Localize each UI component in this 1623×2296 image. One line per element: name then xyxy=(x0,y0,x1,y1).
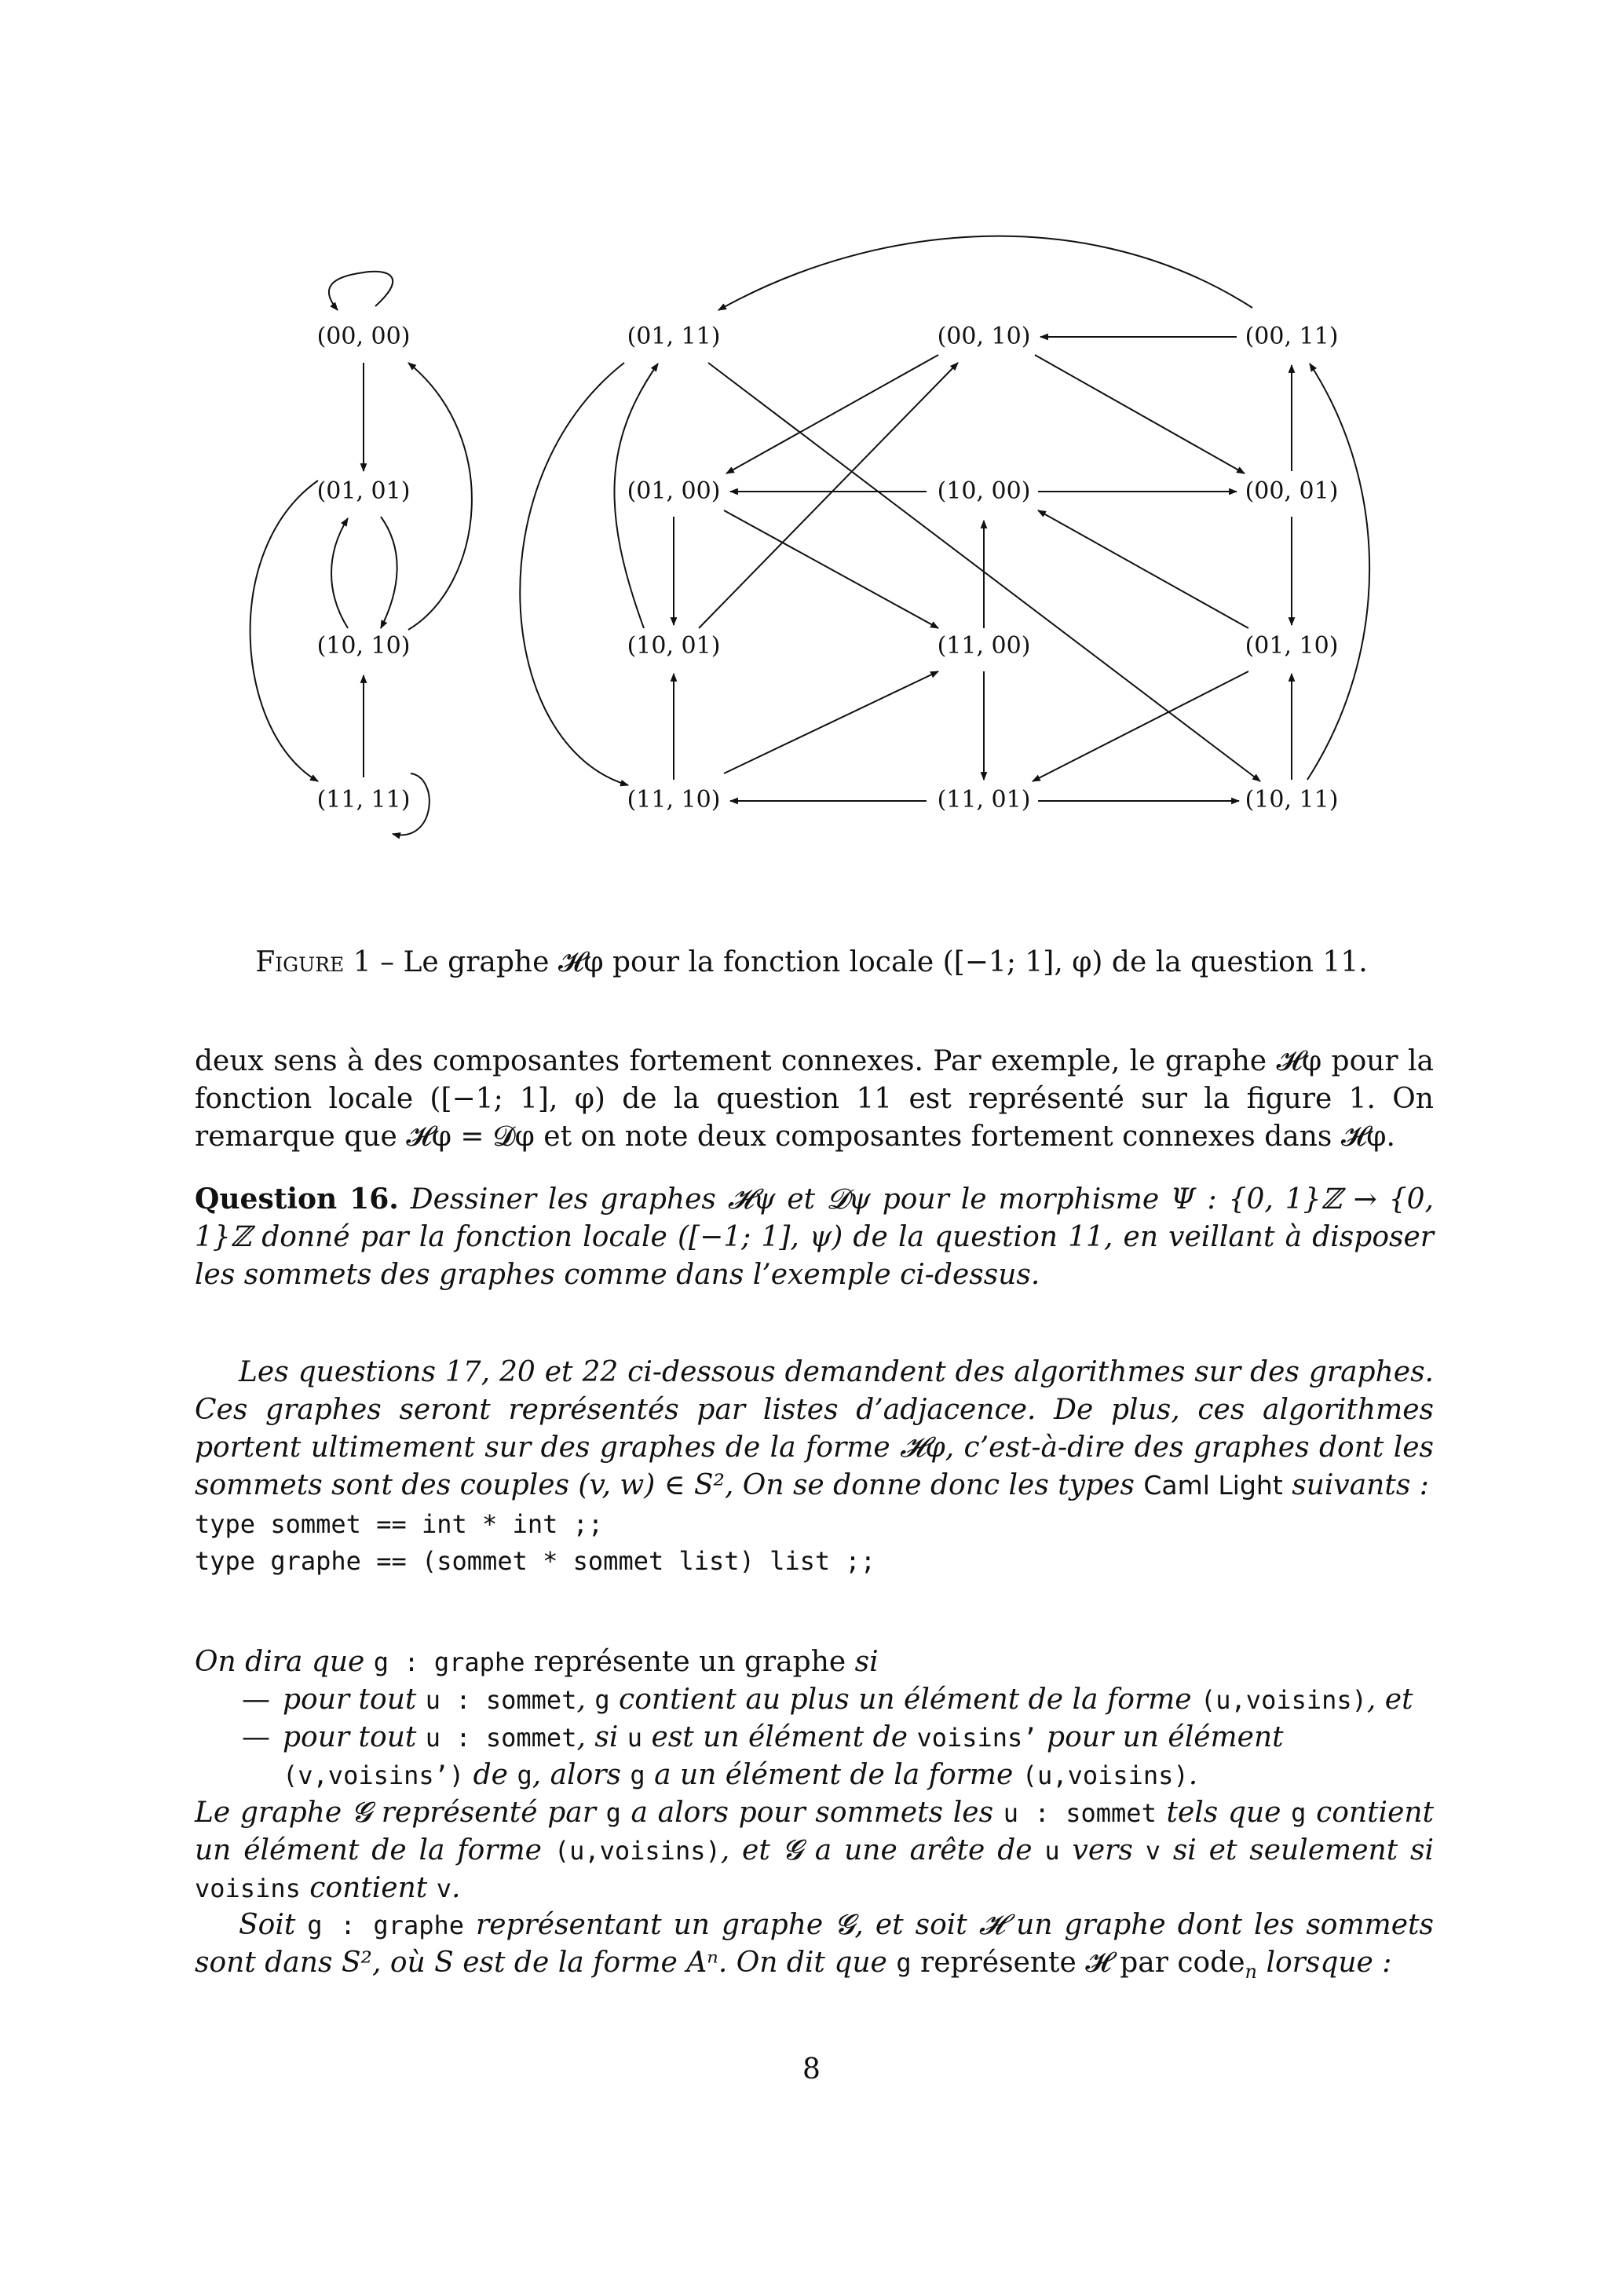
p3-i2-code6: g xyxy=(630,1760,645,1790)
p3-i1-b: , xyxy=(576,1684,595,1716)
paragraph-3 xyxy=(195,1643,1434,1907)
definition-item-2 xyxy=(242,1719,1434,1794)
p3-i1-c: contient au plus un élément de la forme xyxy=(609,1684,1201,1716)
node-b1: (01, 11) xyxy=(627,323,721,350)
paragraph-1-text: deux sens à des composantes fortement connexes. Par exemple, le graphe 𝓗φ pour la fonction locale ([−1; 1], φ) de la question 11 est représenté sur la figure 1. On remarque que 𝓗φ = 𝓓φ et on note deux composantes fortement connexes dans 𝓗φ. xyxy=(195,1045,1434,1153)
p3-l1-c: si xyxy=(854,1646,879,1678)
code-block xyxy=(195,1506,875,1580)
p3-l1-code: g : graphe xyxy=(373,1647,525,1677)
paragraph-2-lang: Caml Light xyxy=(1143,1470,1283,1501)
node-d3: (01, 10) xyxy=(1245,632,1339,660)
p3-l4-h: contient xyxy=(300,1872,437,1904)
p3-l4-code3: g xyxy=(1291,1798,1307,1828)
edge-c1-b2 xyxy=(726,355,938,473)
p4-d: lorsque : xyxy=(1257,1947,1392,1979)
p3-l4-code4: (u,voisins) xyxy=(554,1836,721,1866)
p3-l4-a: Le graphe 𝓖 représenté par xyxy=(195,1797,606,1829)
page-number: 8 xyxy=(802,2053,821,2086)
p3-l4-code8: v xyxy=(436,1874,451,1903)
edge-a2-a4 xyxy=(250,481,318,781)
p3-l4-code1: g xyxy=(605,1798,621,1828)
p4-a: Soit xyxy=(239,1909,308,1941)
p3-l4-e: , et 𝓖 a une arête de xyxy=(720,1834,1045,1866)
edge-a1-loop xyxy=(329,272,393,310)
paragraph-4 xyxy=(195,1907,1434,1991)
paragraph-2-text: Les questions 17, 20 et 22 ci-dessous demandent des algorithmes sur des graphes. Ces graphes seront représentés par listes d’adjacence. De plus, ces algorithmes portent ultimement sur des graphes de la forme 𝓗φ, c’est-à-dire des graphes dont les sommets sont des couples (v, w) ∈ S², On se donne donc les types xyxy=(195,1356,1434,1501)
p3-l4-code6: v xyxy=(1145,1836,1161,1866)
p3-l1-a: On dira que xyxy=(195,1646,374,1678)
p3-l1-b: représente un graphe xyxy=(525,1646,855,1678)
node-d1: (00, 11) xyxy=(1245,323,1339,350)
node-b4: (11, 10) xyxy=(627,786,721,813)
edge-d1-b1 xyxy=(718,236,1252,310)
edge-b3-c1 xyxy=(699,363,958,628)
question-16 xyxy=(195,1180,1434,1294)
node-d4: (10, 11) xyxy=(1245,786,1339,813)
p3-l4-code5: u xyxy=(1044,1836,1060,1866)
node-a4: (11, 11) xyxy=(316,786,411,813)
p3-i1-code2: g xyxy=(594,1685,610,1715)
node-b2: (01, 00) xyxy=(627,477,721,505)
node-c4: (11, 01) xyxy=(937,786,1031,813)
p3-i2-d: pour un élément xyxy=(1037,1721,1284,1753)
node-a2: (01, 01) xyxy=(316,477,411,505)
node-a3: (10, 10) xyxy=(316,632,411,660)
p3-i1-code3: (u,voisins) xyxy=(1201,1685,1367,1715)
definition-item-1 xyxy=(242,1681,1434,1719)
node-c2: (10, 00) xyxy=(937,477,1031,505)
node-a1: (00, 00) xyxy=(316,323,411,350)
p3-i2-code1: u : sommet xyxy=(425,1723,577,1753)
p3-l4-i: . xyxy=(451,1872,461,1904)
edge-d4-d1 xyxy=(1307,364,1369,780)
p4-b: représentant un graphe 𝓖, et soit 𝓗 un graphe dont les sommets sont dans S², où S est de la forme Aⁿ. On dit que xyxy=(195,1909,1434,1979)
figure-caption xyxy=(0,946,1623,979)
p3-i2-code2: u xyxy=(627,1723,643,1753)
node-c1: (00, 10) xyxy=(937,323,1031,350)
edge-d3-c4 xyxy=(1033,671,1248,781)
p3-l4-g: si et seulement si xyxy=(1160,1834,1434,1866)
figure-caption-text: – Le graphe 𝓗φ pour la fonction locale ([−1; 1], φ) de la question 11. xyxy=(371,946,1368,978)
node-d2: (00, 01) xyxy=(1245,477,1339,505)
p4-c: représente 𝓗 par code xyxy=(911,1947,1245,1979)
node-c3: (11, 00) xyxy=(937,632,1031,660)
paragraph-2 xyxy=(195,1354,1434,1504)
edge-a3-a1 xyxy=(408,363,472,630)
figure-graph xyxy=(0,0,1623,879)
p3-i2-code4: (v,voisins’) xyxy=(283,1760,465,1790)
edge-a2-a3 xyxy=(381,517,397,628)
edge-b4-c3 xyxy=(724,671,938,773)
edge-c1-d2 xyxy=(1035,355,1245,473)
p3-i2-code5: g xyxy=(517,1760,532,1790)
p4-sub: n xyxy=(1245,1961,1258,1983)
p3-i1-d: , et xyxy=(1366,1684,1413,1716)
p3-i2-code3: voisins’ xyxy=(916,1723,1038,1753)
p3-i2-h: . xyxy=(1188,1759,1198,1791)
p3-l4-c: tels que xyxy=(1156,1797,1292,1829)
p3-i2-g: a un élément de la forme xyxy=(645,1759,1022,1791)
edge-b1-b4 xyxy=(520,363,628,785)
code-line-1: type sommet == int * int ;; xyxy=(195,1509,604,1539)
code-line-2: type graphe == (sommet * sommet list) list ;; xyxy=(195,1546,875,1576)
p4-code1: g : graphe xyxy=(307,1910,465,1940)
paragraph-1 xyxy=(195,1043,1434,1156)
p3-i2-c: est un élément de xyxy=(642,1721,917,1753)
p3-i1-code1: u : sommet xyxy=(425,1685,577,1715)
question-16-text: Dessiner les graphes 𝓗ψ et 𝓓ψ pour le morphisme Ψ : {0, 1}ℤ → {0, 1}ℤ donné par la fonction locale ([−1; 1], ψ) de la question 11, en veillant à disposer les sommets des graphes comme dans l’exemple ci-dessus. xyxy=(195,1183,1434,1291)
question-16-label: Question 16. xyxy=(195,1183,399,1216)
edge-d3-c2 xyxy=(1038,510,1248,628)
p3-l4-d: contient un élément de la forme xyxy=(195,1797,1435,1866)
p3-i1-a: pour tout xyxy=(283,1684,426,1716)
node-b3: (10, 01) xyxy=(627,632,721,660)
edge-a3-a2 xyxy=(331,518,348,628)
definition-list xyxy=(195,1681,1434,1794)
p3-i2-a: pour tout xyxy=(283,1721,426,1753)
p3-l4-b: a alors pour sommets les xyxy=(620,1797,1003,1829)
p3-i2-b: , si xyxy=(576,1721,627,1753)
paragraph-2-suffix: suivants : xyxy=(1282,1469,1429,1501)
p3-l4-code2: u : sommet xyxy=(1003,1798,1157,1828)
figure-caption-prefix: Figure 1 xyxy=(255,946,371,978)
p3-l4-code7: voisins xyxy=(195,1874,301,1903)
p3-l4-f: vers xyxy=(1059,1834,1146,1866)
p3-i2-e: de xyxy=(464,1759,517,1791)
p3-i2-f: , alors xyxy=(532,1759,631,1791)
p4-code2: g xyxy=(896,1948,912,1978)
p3-i2-code7: (u,voisins) xyxy=(1022,1760,1189,1790)
